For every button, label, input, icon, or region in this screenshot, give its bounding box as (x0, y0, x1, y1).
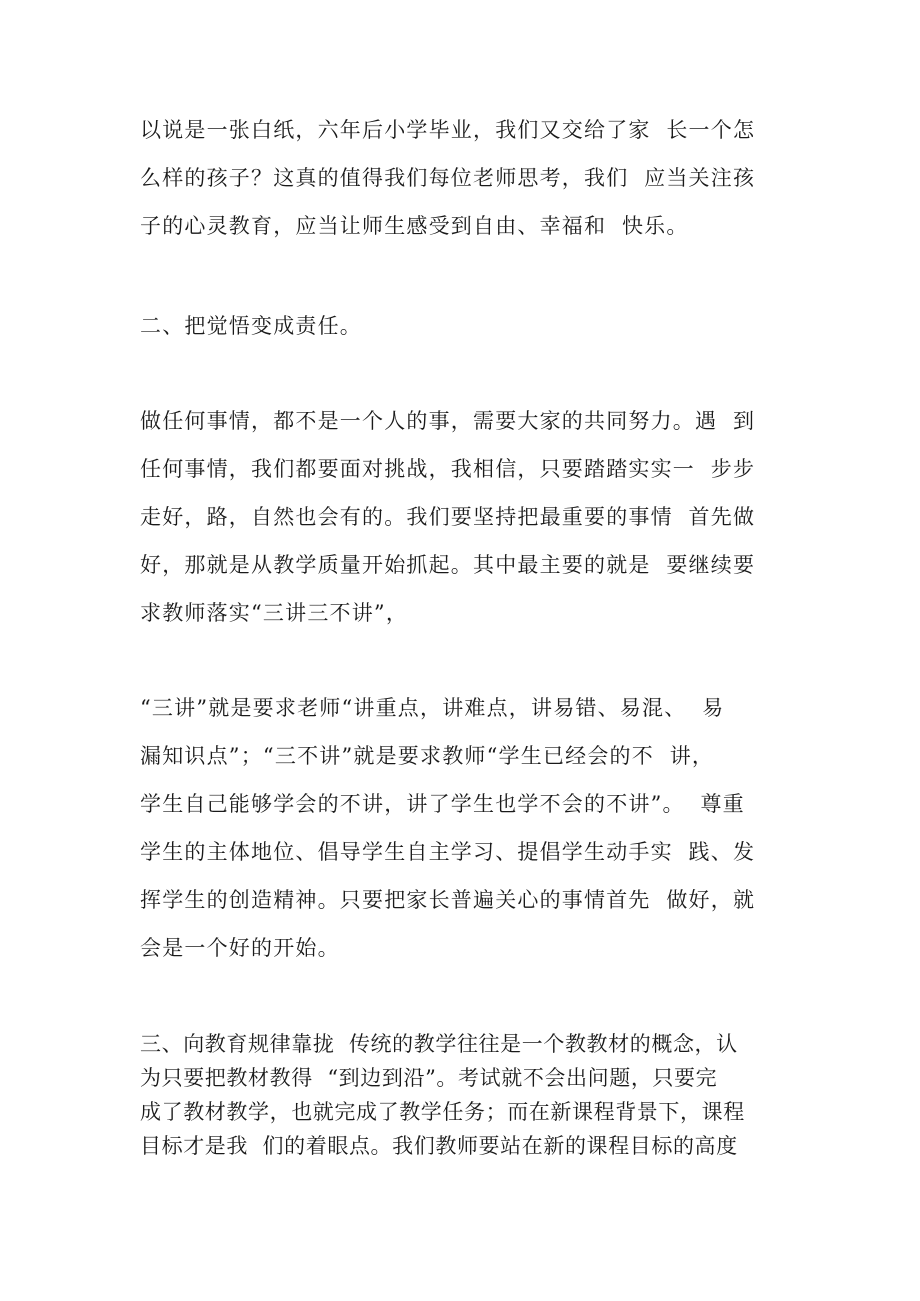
paragraph-4-line-2: 为只要把教材教得 “到边到沿”。考试就不会出问题，只要完 (140, 1066, 718, 1090)
paragraph-1-line-3: 子的心灵教育，应当让师生感受到自由、幸福和 快乐。 (140, 214, 689, 238)
paragraph-3-line-1: “三讲”就是要求老师“讲重点，讲难点，讲易错、易混、 易 (140, 696, 725, 720)
section-heading-2: 二、把觉悟变成责任。 (140, 314, 362, 338)
paragraph-3-line-5: 挥学生的创造精神。只要把家长普遍关心的事情首先 做好，就 (140, 888, 756, 912)
paragraph-1-line-2: 么样的孩子？这真的值得我们每位老师思考，我们 应当关注孩 (140, 166, 756, 190)
paragraph-3-line-6: 会是一个好的开始。 (140, 936, 340, 960)
paragraph-3-line-4: 学生的主体地位、倡导学生自主学习、提倡学生动手实 践、发 (140, 840, 756, 864)
paragraph-4-line-1: 三、向教育规律靠拢 传统的教学往往是一个教教材的概念，认 (140, 1032, 738, 1056)
paragraph-2-line-3: 走好，路，自然也会有的。我们要坚持把最重要的事情 首先做 (140, 505, 756, 529)
paragraph-2-line-2: 任何事情，我们都要面对挑战，我相信，只要踏踏实实一 步步 (140, 457, 756, 481)
paragraph-4-line-3: 成了教材教学，也就完成了教学任务；而在新课程背景下，课程 (140, 1100, 745, 1124)
paragraph-3-line-3: 学生自己能够学会的不讲，讲了学生也学不会的不讲”。 尊重 (140, 792, 745, 816)
paragraph-2-line-4: 好，那就是从教学质量开始抓起。其中最主要的就是 要继续要 (140, 553, 756, 577)
paragraph-3-line-2: 漏知识点”；“三不讲”就是要求教师“学生已经会的不 讲， (140, 744, 715, 768)
paragraph-2-line-5: 求教师落实“三讲三不讲”， (140, 601, 409, 625)
paragraph-1-line-1: 以说是一张白纸，六年后小学毕业，我们又交给了家 长一个怎 (140, 118, 756, 142)
paragraph-2-line-1: 做任何事情，都不是一个人的事，需要大家的共同努力。遇 到 (140, 409, 756, 433)
paragraph-4-line-4: 目标才是我 们的着眼点。我们教师要站在新的课程目标的高度 (140, 1134, 738, 1158)
